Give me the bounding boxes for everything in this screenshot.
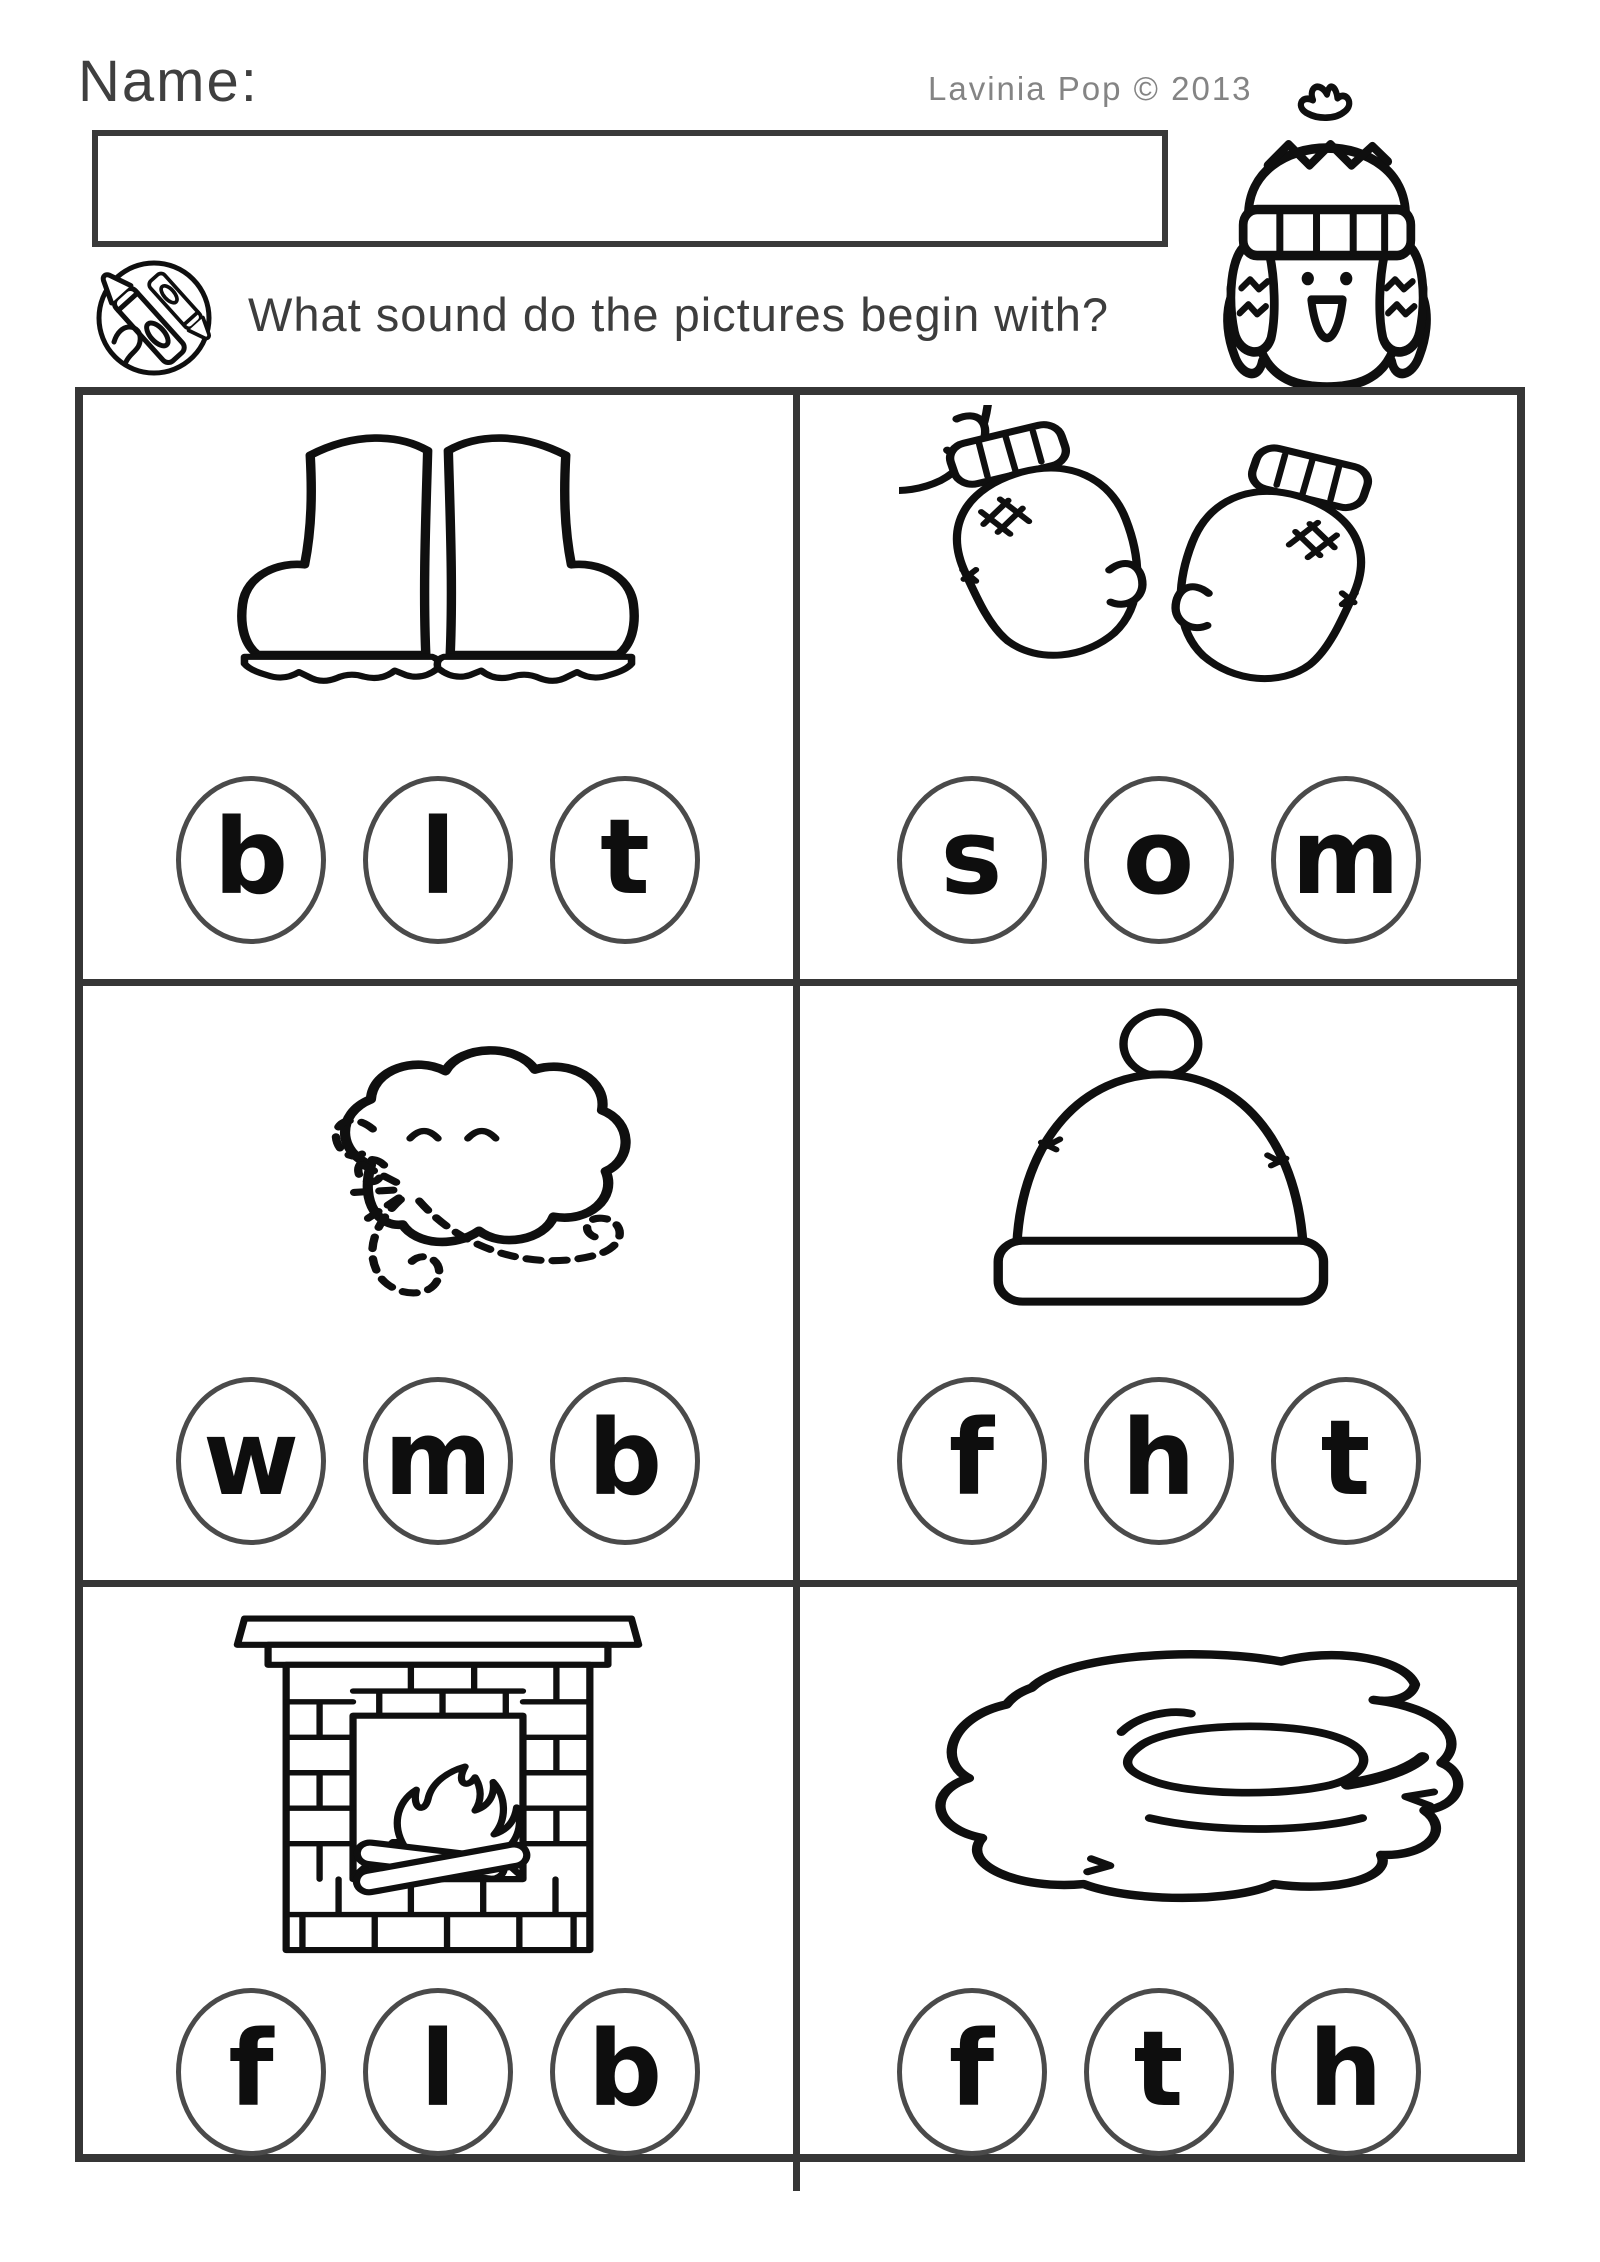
ice-picture (839, 1617, 1479, 1947)
exercise-cell-hat (800, 986, 1517, 1587)
letter-choice[interactable]: s (897, 776, 1047, 944)
letter-choice[interactable]: t (1084, 1988, 1234, 2156)
fireplace-picture (203, 1597, 673, 1967)
letter-choice[interactable]: h (1271, 1988, 1421, 2156)
boots-picture (143, 405, 733, 755)
letter-choice[interactable]: b (176, 776, 326, 944)
exercise-cell-wind (83, 986, 800, 1587)
copyright-credit: Lavinia Pop © 2013 (928, 70, 1253, 107)
letter-choice[interactable]: m (1271, 776, 1421, 944)
letter-choice[interactable]: f (897, 1377, 1047, 1545)
instruction-text: What sound do the pictures begin with? (248, 288, 1110, 341)
letter-choice[interactable]: h (1084, 1377, 1234, 1545)
letter-choice[interactable]: t (550, 776, 700, 944)
letter-choice[interactable]: b (550, 1988, 700, 2156)
letter-choice[interactable]: o (1084, 776, 1234, 944)
letter-choice[interactable]: w (176, 1377, 326, 1545)
exercise-cell-ice (800, 1587, 1517, 2191)
letter-choice[interactable]: f (176, 1988, 326, 2156)
exercise-cell-fireplace (83, 1587, 800, 2191)
letter-choice[interactable]: t (1271, 1377, 1421, 1545)
name-label: Name: (78, 49, 259, 114)
letter-choice[interactable]: b (550, 1377, 700, 1545)
letter-choice[interactable]: f (897, 1988, 1047, 2156)
exercise-grid (75, 387, 1525, 2162)
exercise-cell-boots (83, 395, 800, 986)
exercise-cell-mittens (800, 395, 1517, 986)
letter-choice[interactable]: l (363, 1988, 513, 2156)
hat-picture (944, 996, 1374, 1356)
mittens-picture (899, 405, 1419, 755)
name-input-box[interactable] (92, 130, 1168, 247)
letter-choice[interactable]: m (363, 1377, 513, 1545)
penguin-mascot-image (1196, 56, 1458, 387)
crayon-icon (92, 256, 216, 380)
wind-picture (233, 996, 643, 1356)
letter-choice[interactable]: l (363, 776, 513, 944)
